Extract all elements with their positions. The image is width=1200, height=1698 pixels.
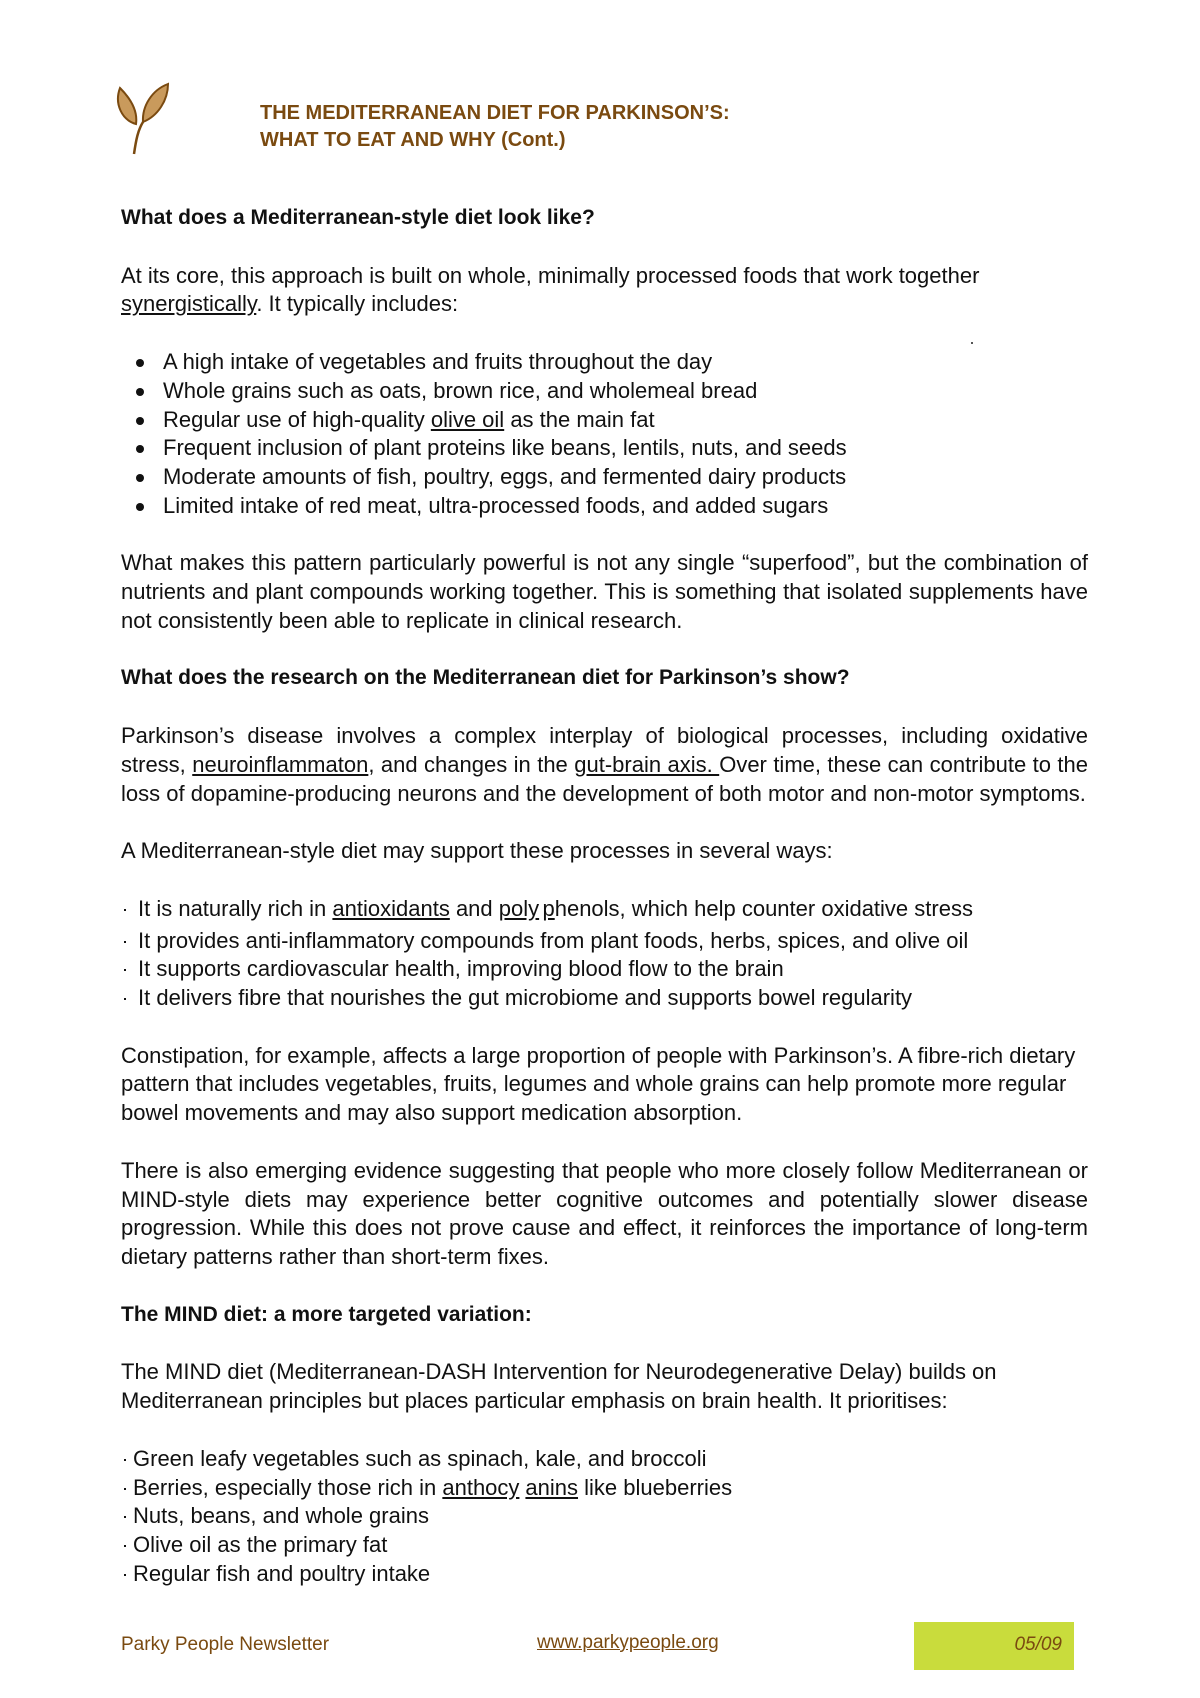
polyphenols-link[interactable]: poly [498, 895, 540, 921]
website-link[interactable]: www.parkypeople.org [537, 1632, 719, 1653]
list-item: It provides anti-inflammatory compounds from plant foods, herbs, spices, and olive oil [121, 927, 1088, 956]
intro-paragraph [121, 262, 1088, 319]
polyphenols-link-2[interactable]: p [542, 895, 555, 921]
list-item: Regular fish and poultry intake [121, 1560, 1088, 1589]
anthocyanins-link[interactable]: anthocy [442, 1474, 520, 1500]
page-number: 05/09 [1014, 1634, 1062, 1655]
constipation-paragraph: Constipation, for example, affects a large proportion of people with Parkinson’s. A fibre-rich dietary pattern that includes vegetables, fruits, legumes and whole grains can help promote more regular bowel movements and may also support medication absorption. [121, 1042, 1076, 1126]
synergy-paragraph: What makes this pattern particularly powerful is not any single “superfood”, but the combination of nutrients and plant compounds working together. This is something that isolated supplements have not consistently been able to replicate in clinical research. [121, 550, 1088, 633]
list-item: Olive oil as the primary fat [121, 1531, 1088, 1560]
intro-text-end: . It typically includes: [256, 291, 459, 317]
list-item: A high intake of vegetables and fruits throughout the day [121, 348, 1088, 377]
gut-brain-axis-link[interactable]: gut-brain axis. [574, 751, 720, 777]
list-item: Limited intake of red meat, ultra-processed foods, and added sugars [121, 492, 1088, 521]
list-item: It is naturally rich in antioxidants and poly phenols, which help counter oxidative stress [121, 895, 1088, 927]
olive-oil-link[interactable]: olive oil [430, 406, 505, 432]
evidence-paragraph: There is also emerging evidence suggesting that people who more closely follow Mediterranean or MIND-style diets may experience better cognitive outcomes and potentially slower disease progression. While this does not prove cause and effect, it reinforces the importance of long-term dietary patterns rather than short-term fixes. [121, 1157, 1088, 1269]
section-heading-research: What does the research on the Mediterranean diet for Parkinson’s show? [121, 666, 850, 690]
header-title-line-1: THE MEDITERRANEAN DIET FOR PARKINSON’S: [260, 102, 730, 124]
support-ways-list [121, 895, 1088, 1013]
parkinsons-paragraph: Parkinson’s disease involves a complex interplay of biological processes, including oxidative stress, neuroinflammaton, and changes in the gut-brain axis. Over time, these can contribute to the loss of dopamine-producing neurons and the development of both motor and non-motor symptoms. [121, 723, 1089, 806]
synergistically-link[interactable]: synergistically [121, 291, 257, 317]
article-body [121, 204, 1088, 1588]
diet-components-list [121, 348, 1088, 520]
newsletter-name: Parky People Newsletter [121, 1634, 330, 1655]
header-title-line-2: WHAT TO EAT AND WHY (Cont.) [260, 129, 566, 151]
list-item: Berries, especially those rich in anthocy anins like blueberries [121, 1474, 1088, 1503]
neuroinflammation-link[interactable]: neuroinflammaton [192, 751, 369, 777]
intro-text: At its core, this approach is built on whole, minimally processed foods that work together [121, 262, 980, 288]
anthocyanins-link-2[interactable]: anins [525, 1474, 579, 1500]
list-item: Regular use of high-quality olive oil as the main fat [121, 406, 1088, 435]
support-intro: A Mediterranean-style diet may support these processes in several ways: [121, 838, 833, 864]
list-item: Frequent inclusion of plant proteins like beans, lentils, nuts, and seeds [121, 434, 1088, 463]
list-item: It supports cardiovascular health, improving blood flow to the brain [121, 955, 1088, 984]
wheat-sprig-icon [112, 80, 174, 156]
page-header [260, 100, 730, 154]
mind-priorities-list [121, 1445, 1088, 1589]
antioxidants-link[interactable]: antioxidants [332, 895, 450, 921]
list-item: Whole grains such as oats, brown rice, and wholemeal bread [121, 377, 1088, 406]
list-item: Green leafy vegetables such as spinach, kale, and broccoli [121, 1445, 1088, 1474]
page-number-box [914, 1622, 1074, 1670]
mind-paragraph: The MIND diet (Mediterranean-DASH Intervention for Neurodegenerative Delay) builds on Mediterranean principles but places particular emphasis on brain health. It prioritises: [121, 1359, 997, 1414]
list-item: Moderate amounts of fish, poultry, eggs, and fermented dairy products [121, 463, 1088, 492]
section-heading-mediterranean: What does a Mediterranean-style diet look like? [121, 206, 595, 229]
section-heading-mind: The MIND diet: a more targeted variation: [121, 1302, 532, 1326]
list-item: It delivers fibre that nourishes the gut microbiome and supports bowel regularity [121, 984, 1088, 1013]
list-item: Nuts, beans, and whole grains [121, 1502, 1088, 1531]
